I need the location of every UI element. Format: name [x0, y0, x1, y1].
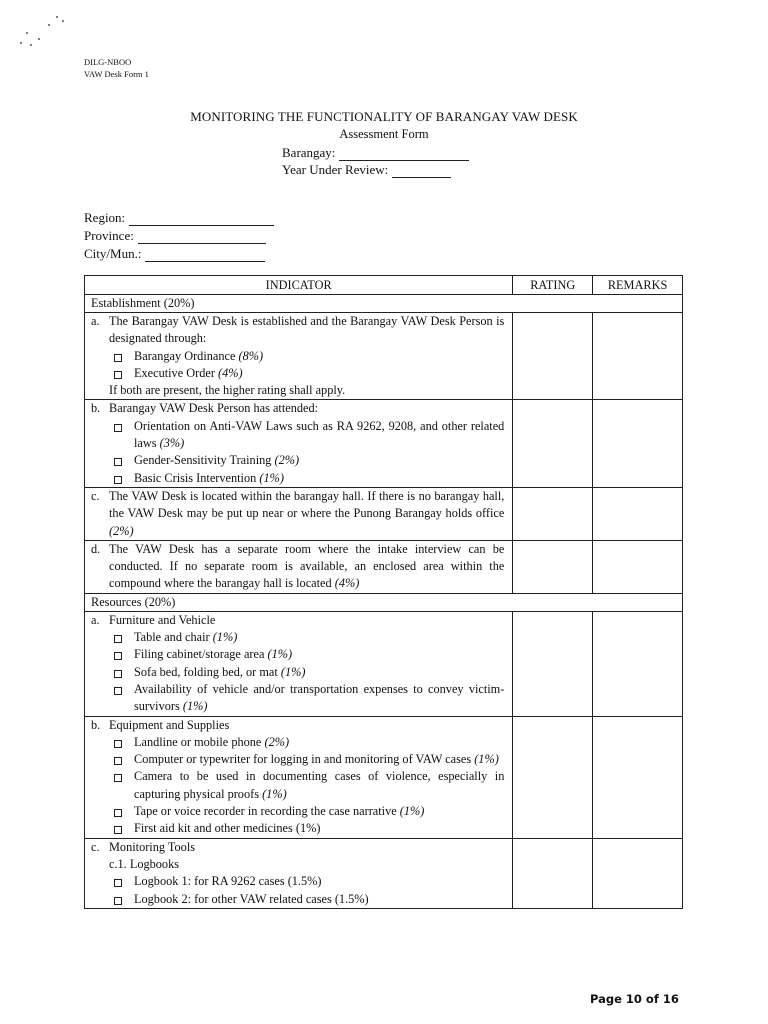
rating-cell[interactable]	[513, 540, 593, 593]
indicator-header: INDICATOR	[85, 276, 513, 295]
checkbox-option: Table and chair (1%)	[109, 629, 504, 646]
indicator-item	[85, 488, 512, 540]
table-row	[85, 540, 683, 593]
indicator-item	[85, 400, 512, 486]
indicator-item	[85, 839, 512, 908]
year-label: Year Under Review:	[282, 162, 389, 177]
checkbox-option: Logbook 1: for RA 9262 cases (1.5%)	[109, 873, 504, 890]
rating-cell[interactable]	[513, 313, 593, 400]
city-label: City/Mun.:	[84, 246, 142, 261]
item-text: Furniture and Vehicle	[109, 612, 216, 627]
item-letter: b.	[91, 401, 101, 416]
checkbox-option: Basic Crisis Intervention (1%)	[109, 470, 504, 487]
checkbox-option: Orientation on Anti-VAW Laws such as RA 9262, 9208, and other related laws (3%)	[109, 418, 504, 453]
item-text: Barangay VAW Desk Person has attended:	[109, 401, 319, 416]
agency-code: DILG-NBOO	[84, 57, 132, 67]
indicator-item	[85, 612, 512, 716]
item-text: The VAW Desk is located within the barangay hall. If there is no barangay hall, the VAW Desk may be put up near or where the Punong Barangay holds office (2%)	[109, 488, 505, 538]
form-code	[84, 56, 149, 80]
checkbox-option: Filing cabinet/storage area (1%)	[109, 646, 504, 663]
checkbox-option: Logbook 2: for other VAW related cases (1.5%)	[109, 891, 504, 908]
city-field[interactable]	[84, 246, 265, 262]
checkbox-option: Executive Order (4%)	[109, 365, 504, 382]
indicator-item	[85, 313, 512, 399]
section-heading-resources: Resources (20%)	[85, 593, 683, 611]
rating-cell[interactable]	[513, 716, 593, 838]
assessment-table	[84, 275, 683, 909]
province-label: Province:	[84, 228, 134, 243]
document-title: MONITORING THE FUNCTIONALITY OF BARANGAY VAW DESK	[190, 109, 578, 124]
item-text: The VAW Desk has a separate room where the intake interview can be conducted. If no separate room is available, an enclosed area within the compound where the barangay hall is located (4%)	[109, 541, 505, 591]
rating-cell[interactable]	[513, 400, 593, 487]
region-field[interactable]	[84, 210, 274, 226]
barangay-blank[interactable]	[339, 147, 469, 161]
item-letter: b.	[91, 717, 101, 732]
checkbox-option: Barangay Ordinance (8%)	[109, 348, 504, 365]
item-letter: c.	[91, 488, 100, 503]
document-subtitle: Assessment Form	[339, 127, 429, 141]
table-row	[85, 716, 683, 838]
barangay-label: Barangay:	[282, 145, 336, 160]
checkbox-option: Landline or mobile phone (2%)	[109, 734, 504, 751]
indicator-cell	[85, 487, 513, 540]
checkbox-option: Computer or typewriter for logging in and monitoring of VAW cases (1%)	[109, 751, 504, 768]
page-number: Page 10 of 16	[590, 992, 679, 1006]
remarks-cell[interactable]	[593, 400, 683, 487]
province-field[interactable]	[84, 228, 266, 244]
rating-header: RATING	[513, 276, 593, 295]
remarks-cell[interactable]	[593, 838, 683, 908]
indicator-cell	[85, 611, 513, 716]
rating-cell[interactable]	[513, 611, 593, 716]
province-blank[interactable]	[138, 230, 266, 244]
checkbox-option: Availability of vehicle and/or transportation expenses to convey victim-survivors (1%)	[109, 681, 504, 716]
region-blank[interactable]	[129, 212, 274, 226]
item-text: Monitoring Tools	[109, 839, 196, 854]
remarks-cell[interactable]	[593, 487, 683, 540]
item-text: Equipment and Supplies	[109, 717, 230, 732]
remarks-cell[interactable]	[593, 611, 683, 716]
year-blank[interactable]	[392, 164, 451, 178]
indicator-item	[85, 541, 512, 593]
table-header-row	[85, 276, 683, 295]
remarks-cell[interactable]	[593, 540, 683, 593]
form-name: VAW Desk Form 1	[84, 69, 149, 79]
scan-specks	[18, 14, 78, 54]
checkbox-option: Sofa bed, folding bed, or mat (1%)	[109, 664, 504, 681]
checkbox-option: Tape or voice recorder in recording the case narrative (1%)	[109, 803, 504, 820]
checkbox-option: Gender-Sensitivity Training (2%)	[109, 452, 504, 469]
indicator-cell	[85, 540, 513, 593]
section-row-resources	[85, 593, 683, 611]
item-note: If both are present, the higher rating shall apply.	[109, 383, 346, 398]
barangay-field[interactable]	[282, 145, 469, 161]
indicator-cell	[85, 313, 513, 400]
checkbox-option: Camera to be used in documenting cases of violence, especially in capturing physical proofs (1%)	[109, 768, 504, 803]
item-letter: a.	[91, 612, 100, 627]
table-row	[85, 487, 683, 540]
table-row	[85, 313, 683, 400]
item-subheading: c.1. Logbooks	[109, 856, 180, 871]
year-field[interactable]	[282, 162, 451, 178]
item-letter: c.	[91, 839, 100, 854]
checkbox-option: First aid kit and other medicines (1%)	[109, 820, 504, 837]
item-letter: a.	[91, 314, 100, 328]
city-blank[interactable]	[145, 248, 265, 262]
item-text: The Barangay VAW Desk is established and the Barangay VAW Desk Person is designated through:	[109, 314, 505, 346]
section-row-establishment	[85, 295, 683, 313]
remarks-cell[interactable]	[593, 716, 683, 838]
table-row	[85, 611, 683, 716]
indicator-cell	[85, 838, 513, 908]
indicator-cell	[85, 400, 513, 487]
section-heading-establishment: Establishment (20%)	[85, 295, 683, 313]
item-letter: d.	[91, 541, 101, 556]
rating-cell[interactable]	[513, 487, 593, 540]
region-label: Region:	[84, 210, 126, 225]
remarks-header: REMARKS	[593, 276, 683, 295]
rating-cell[interactable]	[513, 838, 593, 908]
table-row	[85, 400, 683, 487]
remarks-cell[interactable]	[593, 313, 683, 400]
table-row	[85, 838, 683, 908]
indicator-item	[85, 717, 512, 838]
indicator-cell	[85, 716, 513, 838]
